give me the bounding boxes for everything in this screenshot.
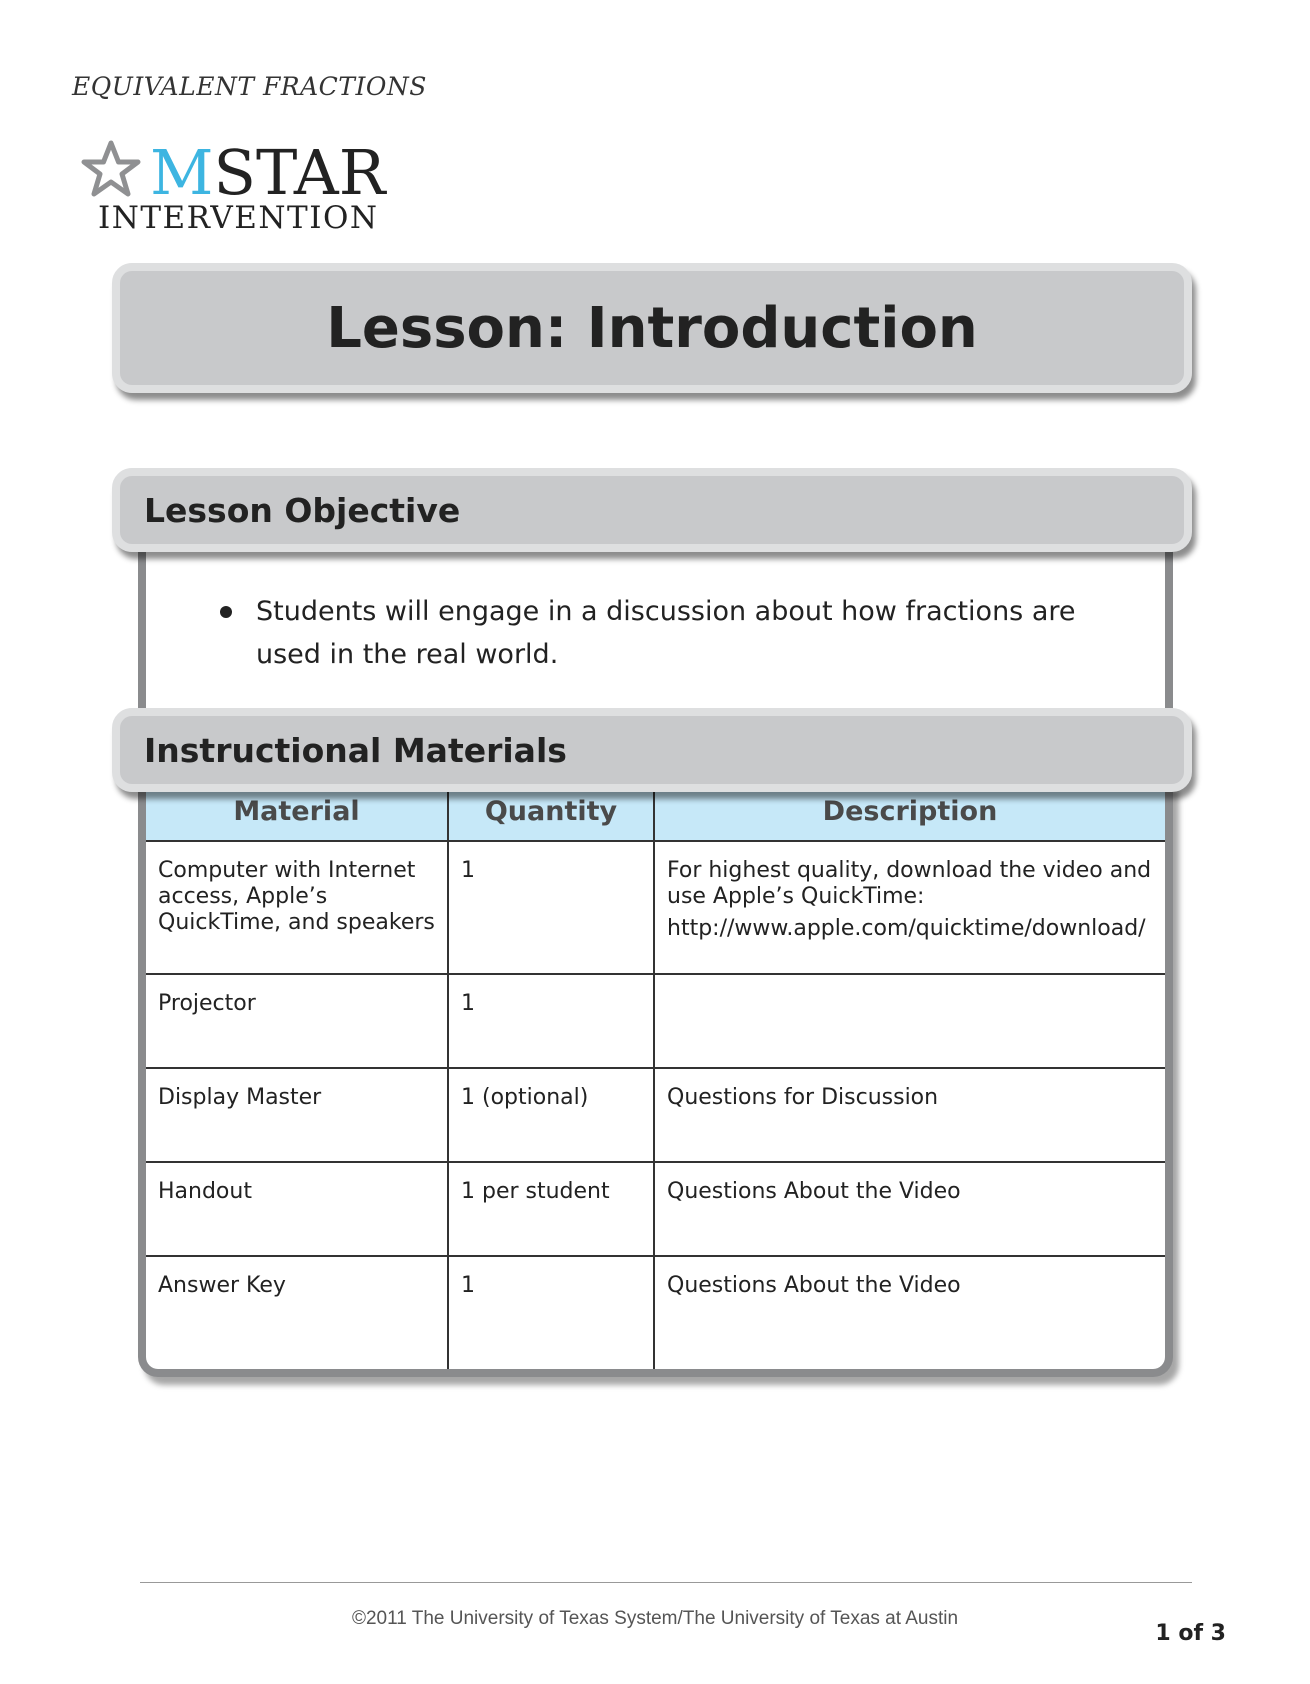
running-header: EQUIVALENT FRACTIONS <box>72 72 427 101</box>
materials-heading: Instructional Materials <box>144 730 567 770</box>
column-header-description: Description <box>654 782 1165 841</box>
quantity-cell: 1 <box>448 974 654 1068</box>
material-cell: Handout <box>146 1162 448 1256</box>
objective-heading: Lesson Objective <box>144 490 461 530</box>
copyright-notice: ©2011 The University of Texas System/The University of Texas at Austin <box>351 1608 959 1629</box>
title-banner <box>112 263 1192 393</box>
materials-panel <box>138 782 1173 1377</box>
footer-divider <box>140 1582 1192 1583</box>
column-header-quantity: Quantity <box>448 782 654 841</box>
quicktime-url: http://www.apple.com/quicktime/download/ <box>667 916 1146 941</box>
material-cell: Projector <box>146 974 448 1068</box>
table-row <box>146 841 1165 974</box>
page-title: Lesson: Introduction <box>326 295 978 361</box>
description-cell: Questions for Discussion <box>654 1068 1165 1162</box>
quantity-cell: 1 (optional) <box>448 1068 654 1162</box>
table-row <box>146 1162 1165 1256</box>
quantity-cell: 1 per student <box>448 1162 654 1256</box>
table-row <box>146 1068 1165 1162</box>
materials-banner <box>112 708 1192 792</box>
objective-panel <box>138 540 1173 720</box>
mstar-logo <box>80 136 386 236</box>
material-cell: Computer with Internet access, Apple’s QuickTime, and speakers <box>146 841 448 974</box>
description-cell <box>654 841 1165 974</box>
table-row <box>146 974 1165 1068</box>
logo-wordmark <box>150 136 386 209</box>
logo-m-letter: M <box>150 136 214 209</box>
column-header-material: Material <box>146 782 448 841</box>
objective-banner <box>112 468 1192 552</box>
objective-bullet: Students will engage in a discussion about how fractions are used in the real world. <box>256 590 1165 676</box>
quantity-cell: 1 <box>448 841 654 974</box>
logo-star-text: STAR <box>213 136 386 209</box>
description-cell: Questions About the Video <box>667 1273 961 1298</box>
description-cell: Questions About the Video <box>654 1162 1165 1256</box>
material-cell: Display Master <box>146 1068 448 1162</box>
page-number: 1 of 3 <box>1155 1621 1226 1646</box>
materials-table <box>146 782 1165 1376</box>
quantity-cell: 1 <box>448 1256 654 1376</box>
description-cell <box>654 974 1165 1068</box>
objective-list <box>146 590 1165 676</box>
star-outline-icon <box>80 140 142 200</box>
logo-subline: INTERVENTION <box>98 200 379 236</box>
description-text: For highest quality, download the video and use Apple’s QuickTime: <box>667 858 1152 909</box>
table-row <box>146 1256 1165 1376</box>
material-cell: Answer Key <box>146 1256 448 1376</box>
